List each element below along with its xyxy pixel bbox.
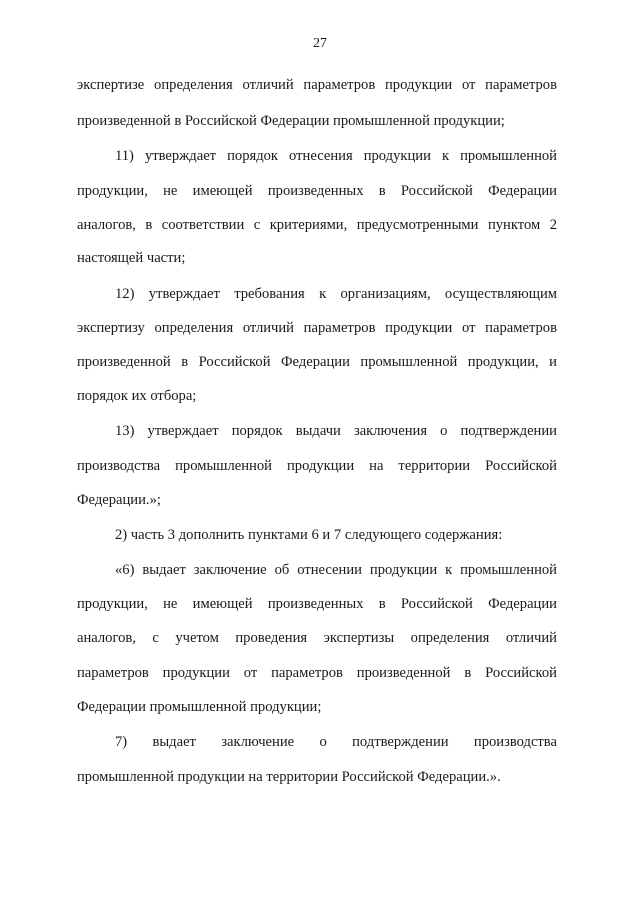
text-line: 11) утверждает порядок отнесения продукции к промышленной bbox=[115, 148, 557, 164]
text-line: «6) выдает заключение об отнесении продукции к промышленной bbox=[115, 562, 557, 578]
page-number: 27 bbox=[313, 36, 327, 51]
text-line: 12) утверждает требования к организациям, осуществляющим bbox=[115, 286, 557, 302]
text-line: параметров продукции от параметров произведенной в Российской bbox=[77, 665, 557, 681]
text-line: производства промышленной продукции на территории Российской bbox=[77, 458, 557, 474]
text-line: экспертизе определения отличий параметров продукции от параметров bbox=[77, 77, 557, 93]
text-line: 13) утверждает порядок выдачи заключения о подтверждении bbox=[115, 423, 557, 439]
text-line: Федерации промышленной продукции; bbox=[77, 699, 322, 715]
text-line: продукции, не имеющей произведенных в Российской Федерации bbox=[77, 596, 557, 612]
text-line: аналогов, в соответствии с критериями, предусмотренными пунктом 2 bbox=[77, 217, 557, 233]
text-line: Федерации.»; bbox=[77, 492, 161, 508]
text-line: произведенной в Российской Федерации промышленной продукции, и bbox=[77, 354, 557, 370]
text-line: 7) выдает заключение о подтверждении производства bbox=[115, 734, 557, 750]
text-line: продукции, не имеющей произведенных в Российской Федерации bbox=[77, 183, 557, 199]
text-line: настоящей части; bbox=[77, 250, 186, 266]
text-line: экспертизу определения отличий параметров продукции от параметров bbox=[77, 320, 557, 336]
text-line: 2) часть 3 дополнить пунктами 6 и 7 следующего содержания: bbox=[115, 527, 503, 543]
text-line: произведенной в Российской Федерации промышленной продукции; bbox=[77, 113, 505, 129]
text-line: аналогов, с учетом проведения экспертизы определения отличий bbox=[77, 630, 557, 646]
text-line: промышленной продукции на территории Российской Федерации.». bbox=[77, 769, 501, 785]
text-line: порядок их отбора; bbox=[77, 388, 197, 404]
